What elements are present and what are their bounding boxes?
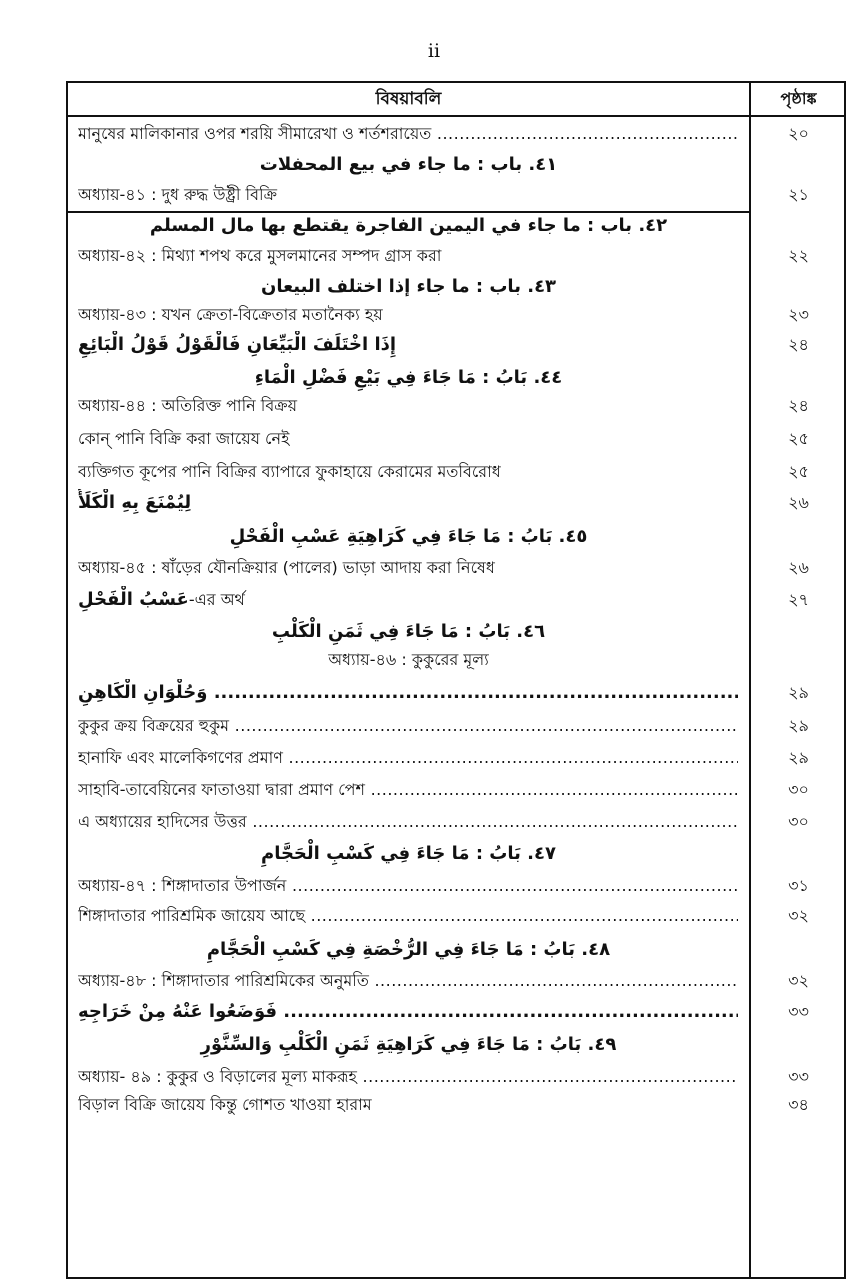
entry-page-number: ৩২ [788, 906, 809, 925]
entry-title: মানুষের মালিকানার ওপর শরয়ি সীমারেখা ও শর্তশরায়েত ..... [78, 120, 738, 148]
toc-entry-row [68, 808, 844, 836]
toc-entry-row [68, 1091, 844, 1119]
arabic-chapter-title: ٤٦. بَابُ : مَا جَاءَ فِي ثَمَنِ الْكَلْبِ [271, 621, 546, 642]
chapter-heading-row [68, 151, 844, 179]
entry-page-number: ২২ [788, 246, 809, 265]
entry-page-number: ২৯ [788, 748, 809, 767]
entry-page-number: ২৫ [788, 462, 809, 481]
entry-title-arabic [78, 679, 738, 707]
entry-title-arabic [78, 331, 738, 359]
chapter-heading-row [68, 936, 844, 964]
entry-title: অধ্যায়-৪২ : মিথ্যা শপথ করে মুসলমানের সম্পদ গ্রাস করা [78, 246, 442, 265]
chapter-heading-row [68, 840, 844, 868]
entry-title: অধ্যায়-৪৩ : যখন ক্রেতা-বিক্রেতার মতানৈক্য হয় [78, 305, 383, 324]
arabic-phrase: إِذَا اخْتَلَفَ الْبَيِّعَانِ فَالْقَوْلُ قَوْلُ الْبَائِعِ [78, 334, 397, 355]
table-of-contents [66, 81, 846, 1279]
toc-entry-row [68, 181, 844, 209]
chapter-heading-row [68, 364, 844, 392]
entry-page-number: ৩২ [788, 971, 809, 990]
entry-page-number: ৩১ [788, 876, 809, 895]
entry-title: অধ্যায়-৪৪ : অতিরিক্ত পানি বিক্রয় [78, 396, 298, 415]
chapter-subheading-row [68, 646, 844, 674]
entry-page-number: ২১ [788, 185, 809, 204]
entry-title: অধ্যায়-৪৭ : শিঙ্গাদাতার উপার্জন ..... [78, 872, 738, 900]
entry-title: অধ্যায়-৪৫ : ষাঁড়ের যৌনক্রিয়ার (পালের) ভাড়া আদায় করা নিষেধ [78, 558, 495, 577]
arabic-phrase: لِيُمْنَعَ بِهِ الْكَلَأُ [78, 492, 192, 513]
page-number: ii [427, 40, 441, 62]
entry-page-number: ৩০ [788, 812, 809, 831]
entry-title: ব্যক্তিগত কূপের পানি বিক্রির ব্যাপারে ফুকাহায়ে কেরামের মতবিরোধ [78, 462, 501, 481]
entry-title-arabic [78, 998, 738, 1026]
entry-page-number: ২৬ [788, 558, 809, 577]
toc-entry-row [68, 242, 844, 270]
arabic-phrase: وَحُلْوَانِ الْكَاهِنِ [78, 682, 208, 703]
entry-title: অধ্যায়-৪১ : দুধ রুদ্ধ উষ্ট্রী বিক্রি [78, 185, 277, 204]
entry-page-number: ২০ [788, 124, 809, 143]
chapter-heading-row [68, 523, 844, 551]
toc-entry-row [68, 120, 844, 148]
entry-title: সাহাবি-তাবেয়িনের ফাতাওয়া দ্বারা প্রমাণ পেশ ..... [78, 776, 738, 804]
entry-title-mixed [78, 586, 738, 614]
arabic-chapter-title: ٤٣. باب : ما جاء إذا اختلف البيعان [260, 276, 557, 297]
toc-entry-row [68, 679, 844, 707]
toc-entry-row [68, 776, 844, 804]
chapter-heading-row [68, 212, 844, 240]
entry-title: হানাফি এবং মালেকিগণের প্রমাণ ..... [78, 744, 738, 772]
arabic-chapter-title: ٤٥. بَابُ : مَا جَاءَ فِي كَرَاهِيَةِ عَسْبِ الْفَحْلِ [229, 526, 588, 547]
entry-page-number: ২৭ [788, 590, 809, 609]
entry-page-number: ২৪ [788, 396, 809, 415]
arabic-chapter-title: ٤٢. باب : ما جاء في اليمين الفاجرة يقتطع بها مال المسلم [149, 215, 668, 236]
entry-page-number: ২৪ [788, 335, 809, 354]
toc-entry-row [68, 331, 844, 359]
chapter-heading-row [68, 1031, 844, 1059]
table-header [68, 83, 844, 117]
entry-page-number: ২৯ [788, 683, 809, 702]
arabic-chapter-title: ٤٤. بَابُ : مَا جَاءَ فِي بَيْعِ فَضْلِ الْمَاءِ [254, 367, 563, 388]
entry-title: কোন্‌ পানি বিক্রি করা জায়েয নেই [78, 429, 290, 448]
page-column-header: পৃষ্ঠাঙ্ক [749, 83, 846, 115]
entry-page-number: ৩৪ [788, 1095, 809, 1114]
entry-title: শিঙ্গাদাতার পারিশ্রমিক জায়েয আছে ..... [78, 902, 738, 930]
toc-entry-row [68, 489, 844, 517]
toc-entry-row [68, 967, 844, 995]
arabic-phrase: فَوَضَعُوا عَنْهُ مِنْ خَرَاجِهِ [78, 1001, 278, 1022]
entry-title: বিড়াল বিক্রি জায়েয কিন্তু গোশত খাওয়া হারাম [78, 1095, 372, 1114]
entry-page-number: ৩৩ [788, 1067, 809, 1086]
entry-page-number: ৩৩ [788, 1002, 809, 1021]
entry-page-number: ২৫ [788, 429, 809, 448]
arabic-term: عَسْبُ الْفَحْلِ [78, 589, 189, 610]
chapter-heading-row [68, 618, 844, 646]
toc-entry-row [68, 712, 844, 740]
arabic-chapter-title: ٤١. باب : ما جاء في بيع المحفلات [259, 154, 558, 175]
toc-entry-row [68, 458, 844, 486]
entry-page-number: ৩০ [788, 780, 809, 799]
entry-suffix: -এর অর্থ [188, 590, 245, 609]
entry-page-number: ২৩ [788, 305, 809, 324]
toc-entry-row [68, 998, 844, 1026]
chapter-heading-row [68, 273, 844, 301]
toc-entry-row [68, 1063, 844, 1091]
toc-entry-row [68, 902, 844, 930]
toc-rows [68, 115, 844, 1279]
topic-column-header: বিষয়াবলি [375, 89, 442, 109]
entry-title: অধ্যায়-৪৮ : শিঙ্গাদাতার পারিশ্রমিকের অনুমতি ..... [78, 967, 738, 995]
entry-page-number: ২৬ [788, 493, 809, 512]
chapter-subheading: অধ্যায়-৪৬ : কুকুরের মূল্য [328, 650, 489, 669]
toc-entry-row [68, 872, 844, 900]
toc-entry-row [68, 392, 844, 420]
toc-entry-row [68, 586, 844, 614]
entry-title: কুকুর ক্রয় বিক্রয়ের হুকুম ..... [78, 712, 738, 740]
entry-title: অধ্যায়- ৪৯ : কুকুর ও বিড়ালের মূল্য মাকরূহ ..... [78, 1063, 738, 1091]
toc-entry-row [68, 554, 844, 582]
entry-page-number: ২৯ [788, 716, 809, 735]
arabic-chapter-title: ٤٩. بَابُ : مَا جَاءَ فِي كَرَاهِيَةِ ثَمَنِ الْكَلْبِ وَالسِّنَّوْرِ [200, 1034, 617, 1055]
toc-entry-row [68, 744, 844, 772]
entry-title: এ অধ্যায়ের হাদিসের উত্তর ..... [78, 808, 738, 836]
arabic-chapter-title: ٤٧. بَابُ : مَا جَاءَ فِي كَسْبِ الْحَجَّامِ [261, 843, 556, 864]
entry-title-arabic [78, 489, 738, 517]
toc-entry-row [68, 301, 844, 329]
toc-entry-row [68, 425, 844, 453]
arabic-chapter-title: ٤٨. بَابُ : مَا جَاءَ فِي الرُّخْصَةِ فِي كَسْبِ الْحَجَّامِ [206, 939, 611, 960]
